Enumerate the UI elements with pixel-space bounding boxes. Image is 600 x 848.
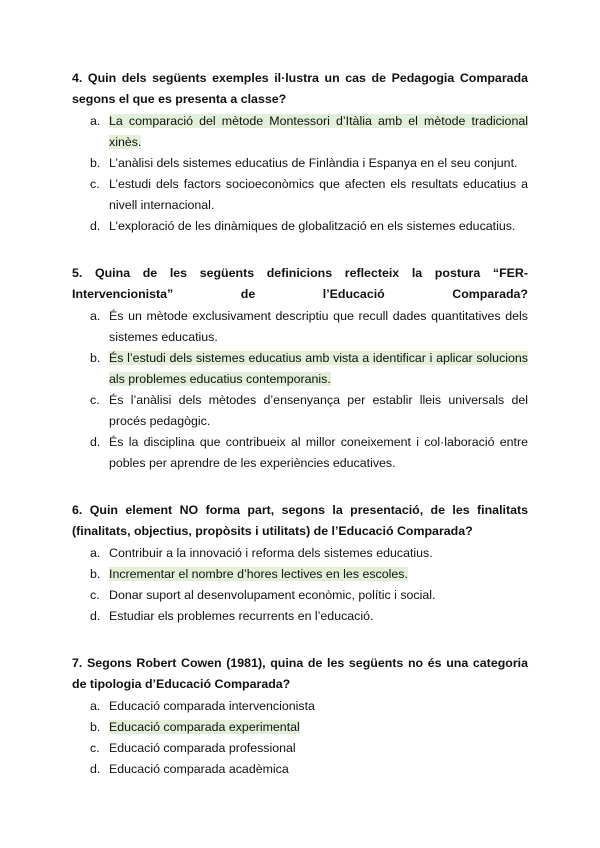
option-c bbox=[72, 390, 528, 432]
option-text: És un mètode exclusivament descriptiu que recull dades quantitatives dels sistemes educatius. bbox=[109, 309, 528, 344]
option-letter: b. bbox=[90, 720, 101, 734]
option-a bbox=[72, 696, 528, 717]
option-b bbox=[72, 717, 528, 738]
option-list bbox=[72, 111, 528, 237]
option-letter: b. bbox=[90, 567, 101, 581]
option-letter: a. bbox=[90, 699, 101, 713]
option-a bbox=[72, 543, 528, 564]
option-letter: d. bbox=[90, 609, 101, 623]
question-7 bbox=[72, 653, 528, 780]
option-letter: d. bbox=[90, 435, 101, 449]
option-text-highlighted: És l’estudi dels sistemes educatius amb vista a identificar i aplicar solucions als problemes educatius contemporanis. bbox=[109, 351, 528, 386]
option-text: Educació comparada professional bbox=[109, 741, 296, 755]
document-page bbox=[72, 68, 528, 806]
option-letter: c. bbox=[90, 588, 100, 602]
question-text: 7. Segons Robert Cowen (1981), quina de les següents no és una categoria de tipologia d’Educació Comparada? bbox=[72, 656, 528, 691]
option-list bbox=[72, 543, 528, 627]
option-text: Contribuir a la innovació i reforma dels sistemes educatius. bbox=[109, 546, 433, 560]
option-text: Donar suport al desenvolupament econòmic, polític i social. bbox=[109, 588, 436, 602]
option-c bbox=[72, 738, 528, 759]
option-letter: d. bbox=[90, 219, 101, 233]
option-letter: b. bbox=[90, 351, 101, 365]
question-text: 6. Quin element NO forma part, segons la presentació, de les finalitats (finalitats, objectius, propòsits i utilitats) de l’Educació Comparada? bbox=[72, 503, 528, 538]
option-letter: c. bbox=[90, 741, 100, 755]
option-text: L’exploració de les dinàmiques de globalització en els sistemes educatius. bbox=[109, 219, 516, 233]
option-letter: a. bbox=[90, 309, 101, 323]
option-b bbox=[72, 348, 528, 390]
option-letter: a. bbox=[90, 114, 101, 128]
option-text: L’anàlisi dels sistemes educatius de Finlàndia i Espanya en el seu conjunt. bbox=[109, 156, 518, 170]
option-b bbox=[72, 564, 528, 585]
question-5 bbox=[72, 263, 528, 474]
option-letter: c. bbox=[90, 177, 100, 191]
option-c bbox=[72, 174, 528, 216]
option-text: Estudiar els problemes recurrents en l’educació. bbox=[109, 609, 374, 623]
option-d bbox=[72, 432, 528, 474]
option-b bbox=[72, 153, 528, 174]
option-a bbox=[72, 111, 528, 153]
option-letter: b. bbox=[90, 156, 101, 170]
option-d bbox=[72, 759, 528, 780]
option-text: Educació comparada acadèmica bbox=[109, 762, 289, 776]
option-letter: c. bbox=[90, 393, 100, 407]
option-a bbox=[72, 306, 528, 348]
question-text: 4. Quin dels següents exemples il·lustra un cas de Pedagogia Comparada segons el que es presenta a classe? bbox=[72, 71, 528, 106]
option-text: És l’anàlisi dels mètodes d’ensenyança per establir lleis universals del procés pedagògic. bbox=[109, 393, 528, 428]
option-d bbox=[72, 606, 528, 627]
option-text-highlighted: Incrementar el nombre d’hores lectives en les escoles. bbox=[109, 567, 408, 581]
option-d bbox=[72, 216, 528, 237]
question-text: 5. Quina de les següents definicions reflecteix la postura “FER-Intervencionista” de l’Educació Comparada? bbox=[72, 266, 528, 301]
option-text-highlighted: La comparació del mètode Montessori d’Itàlia amb el mètode tradicional xinès. bbox=[109, 114, 528, 149]
option-text: Educació comparada intervencionista bbox=[109, 699, 315, 713]
option-letter: a. bbox=[90, 546, 101, 560]
option-text: L’estudi dels factors socioeconòmics que afecten els resultats educatius a nivell internacional. bbox=[109, 177, 528, 212]
question-4 bbox=[72, 68, 528, 237]
option-text-highlighted: Educació comparada experimental bbox=[109, 720, 300, 734]
option-list bbox=[72, 306, 528, 474]
option-c bbox=[72, 585, 528, 606]
option-letter: d. bbox=[90, 762, 101, 776]
option-text: És la disciplina que contribueix al millor coneixement i col·laboració entre pobles per aprendre de les experiències educatives. bbox=[109, 435, 528, 470]
option-list bbox=[72, 696, 528, 780]
question-6 bbox=[72, 500, 528, 627]
